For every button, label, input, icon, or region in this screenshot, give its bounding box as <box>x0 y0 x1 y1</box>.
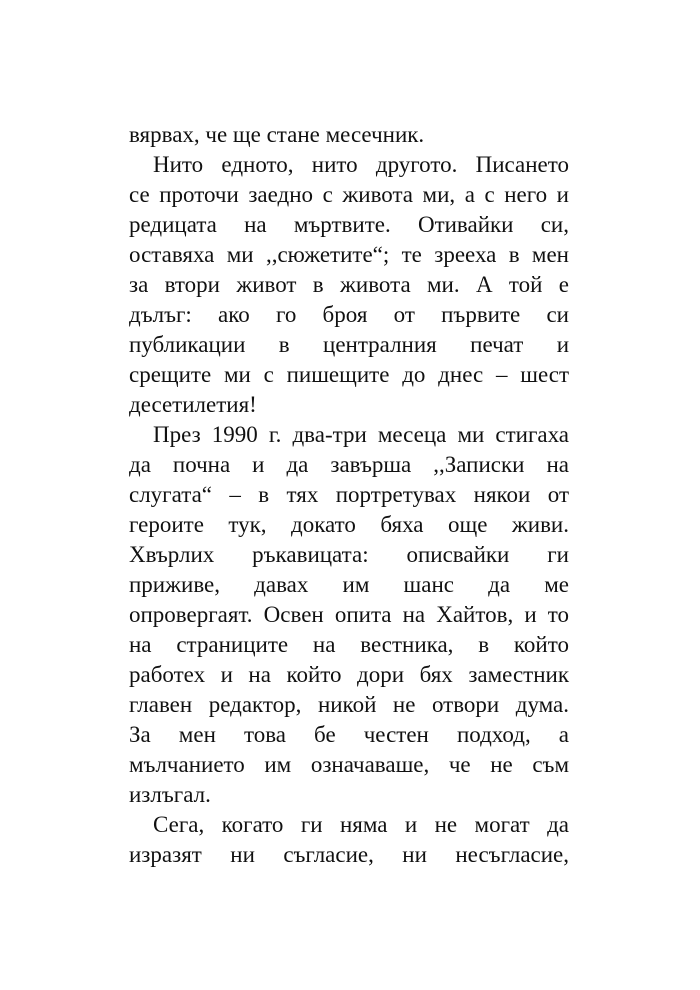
text-line: се проточи заедно с живота ми, а с него и <box>129 182 569 207</box>
text-line: Сега, когато ги няма и не могат да <box>153 812 569 837</box>
text-line: да почна и да завърша ,,Записки на <box>129 452 569 477</box>
text-line: През 1990 г. два-три месеца ми стигаха <box>153 422 569 447</box>
text-line: вярвах, че ще стане месечник. <box>129 122 425 147</box>
text-line: редицата на мъртвите. Отивайки си, <box>129 212 569 237</box>
paragraph-3 <box>129 420 569 810</box>
text-line: на страниците на вестника, в който <box>129 632 569 657</box>
paragraph-4 <box>129 810 569 870</box>
text-line: главен редактор, никой не отвори дума. <box>129 692 569 717</box>
text-line: дълъг: ако го броя от първите си <box>129 302 569 327</box>
text-line: оставяха ми ,,сюжетите“; те зрееха в мен <box>129 242 569 267</box>
text-line: изразят ни съгласие, ни несъгласие, <box>129 842 569 867</box>
text-line: публикации в централния печат и <box>129 332 569 357</box>
text-line: излъгал. <box>129 782 211 807</box>
text-line: Хвърлих ръкавицата: описвайки ги <box>129 542 569 567</box>
text-line: за втори живот в живота ми. А той е <box>129 272 569 297</box>
text-line: приживе, давах им шанс да ме <box>129 572 569 597</box>
text-line: За мен това бе честен подход, а <box>129 722 569 747</box>
paragraph-1 <box>129 120 569 150</box>
text-line: срещите ми с пишещите до днес – шест <box>129 362 569 387</box>
text-line: десетилетия! <box>129 392 257 417</box>
book-page-text <box>129 120 569 870</box>
paragraph-2 <box>129 150 569 420</box>
text-line: работех и на който дори бях заместник <box>129 662 569 687</box>
text-line: героите тук, докато бяха още живи. <box>129 512 569 537</box>
text-line: мълчанието им означаваше, че не съм <box>129 752 569 777</box>
text-line: слугата“ – в тях портретувах някои от <box>129 482 569 507</box>
text-line: опровергаят. Освен опита на Хайтов, и то <box>129 602 569 627</box>
text-line: Нито едното, нито другото. Писането <box>153 152 569 177</box>
